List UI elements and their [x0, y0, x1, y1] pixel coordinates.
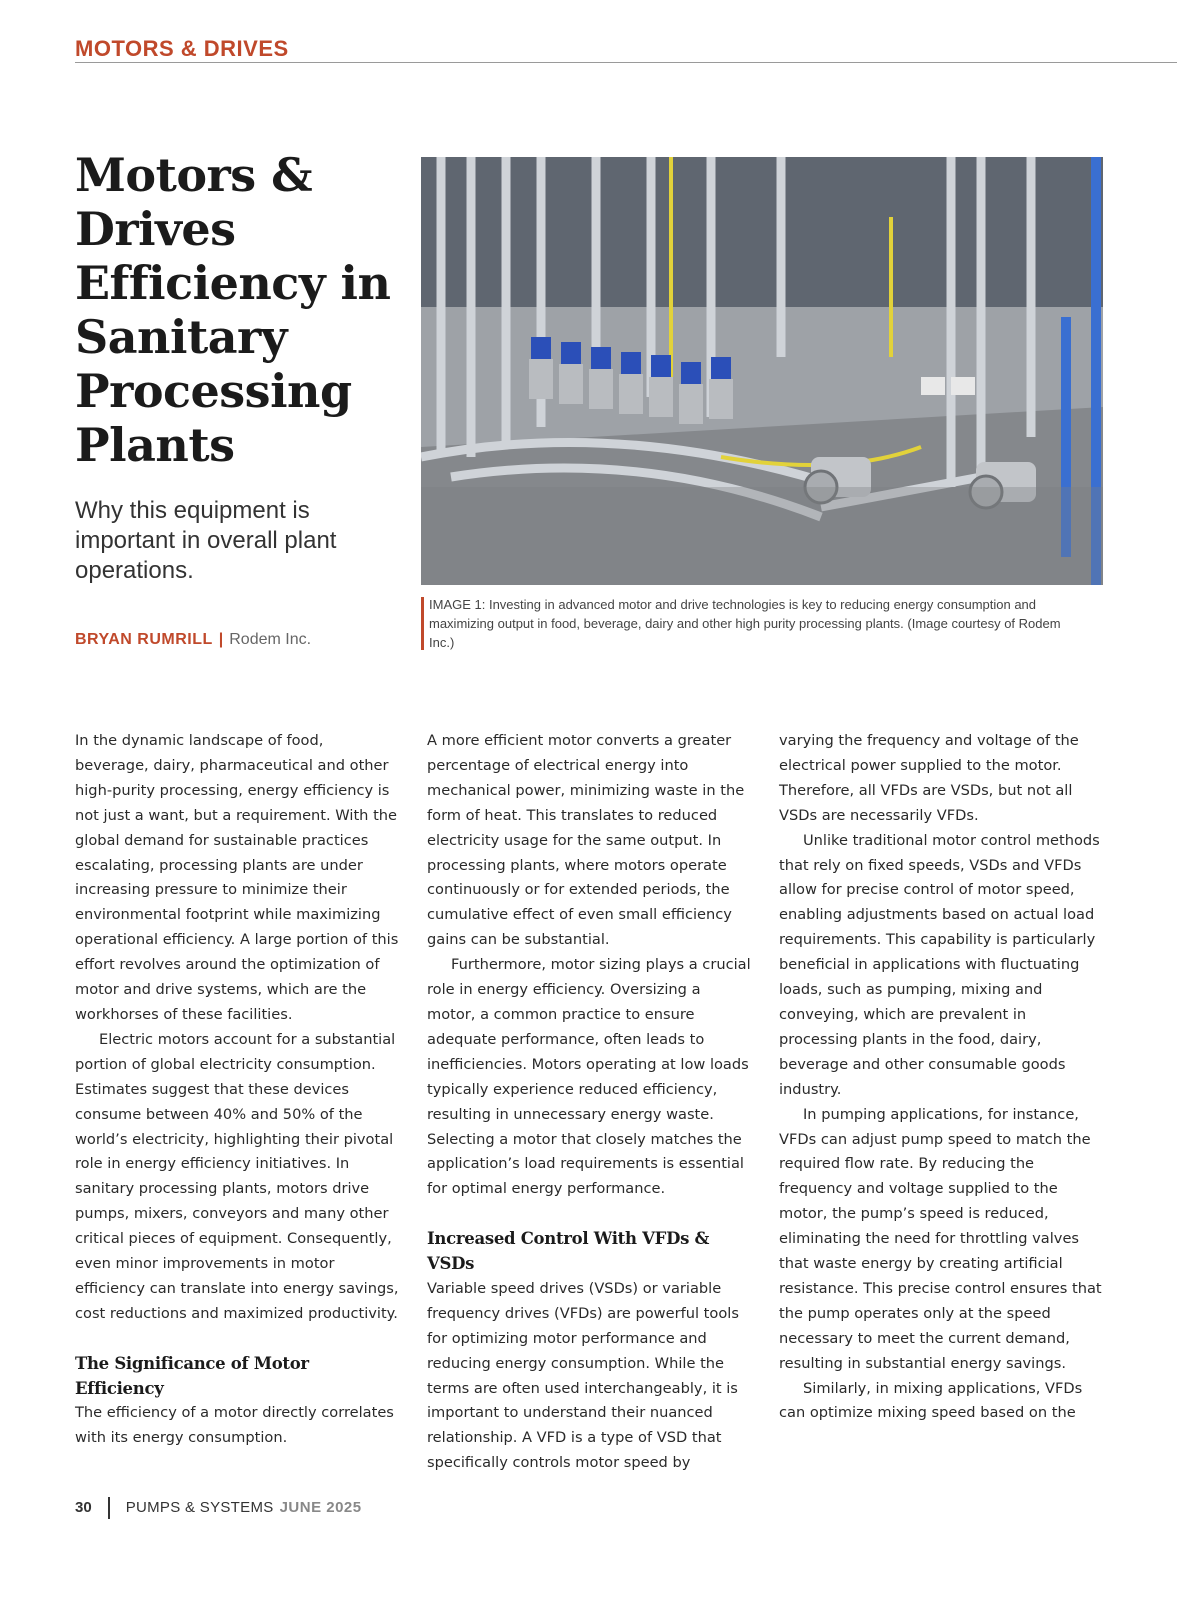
paragraph: Electric motors account for a substantial portion of global electricity consumption. Estimates suggest that these devices consume between 40% and 50% of the world’s electricity, highlighting their pivotal role in energy efficiency initiatives. In sanitary processing plants, motors drive pumps, mixers, conveyors and many other critical pieces of equipment. Consequently, even minor improvements in motor efficiency can translate into energy savings, cost reductions and maximized productivity. [75, 1030, 399, 1322]
header-rule [75, 62, 1177, 63]
author-organization: Rodem Inc. [229, 631, 312, 648]
article-title: Motors & Drives Efficiency in Sanitary Processing Plants [75, 148, 391, 472]
processing-plant-illustration [421, 157, 1103, 585]
text-column-2 [427, 729, 752, 1476]
paragraph: Similarly, in mixing applications, VFDs can optimize mixing speed based on the [779, 1379, 1083, 1422]
issue-date: JUNE 2025 [279, 1499, 362, 1516]
article-photo [421, 157, 1103, 585]
paragraph: In the dynamic landscape of food, beverage, dairy, pharmaceutical and other high-purity processing, energy efficiency is not just a want, but a requirement. With the global demand for sustainable practices escalating, processing plants are under increasing pressure to minimize their environmental footprint while maximizing operational efficiency. A large portion of this effort revolves around the optimization of motor and drive systems, which are the workhorses of these facilities. [75, 732, 399, 1023]
byline [75, 630, 311, 650]
page-footer [75, 1497, 362, 1519]
text-column-1 [75, 729, 400, 1451]
byline-separator: | [218, 631, 224, 648]
section-label: MOTORS & DRIVES [75, 36, 289, 61]
paragraph: In pumping applications, for instance, VFDs can adjust pump speed to match the required flow rate. By reducing the frequency and voltage supplied to the motor, the pump’s speed is reduced, eliminating the need for throttling valves that waste energy by creating artificial resistance. This precise control ensures that the pump operates only at the speed necessary to meet the current demand, resulting in substantial energy savings. [779, 1105, 1102, 1372]
subheading-motor-efficiency: The Significance of Motor Efficiency [75, 1353, 309, 1398]
caption-accent-bar [421, 597, 424, 650]
subheading-vfds-vsds: Increased Control With VFDs & VSDs [427, 1229, 710, 1274]
author-name: BRYAN RUMRILL [75, 631, 213, 648]
footer-divider [108, 1497, 110, 1519]
image-caption: IMAGE 1: Investing in advanced motor and drive technologies is key to reducing energy consumption and maximizing output in food, beverage, dairy and other high purity processing plants. (Image courtesy of Rodem Inc.) [429, 597, 1061, 650]
article-subtitle: Why this equipment is important in overall plant operations. [75, 497, 337, 584]
paragraph: A more efficient motor converts a greater percentage of electrical energy into mechanical power, minimizing waste in the form of heat. This translates to reduced electricity usage for the same output. In processing plants, where motors operate continuously or for extended periods, the cumulative effect of even small efficiency gains can be substantial. [427, 732, 745, 949]
paragraph: Furthermore, motor sizing plays a crucial role in energy efficiency. Oversizing a motor, a common practice to ensure adequate performance, often leads to inefficiencies. Motors operating at low loads typically experience reduced efficiency, resulting in unnecessary energy waste. Selecting a motor that closely matches the application’s load requirements is essential for optimal energy performance. [427, 956, 751, 1198]
paragraph: Variable speed drives (VSDs) or variable frequency drives (VFDs) are powerful tools for optimizing motor performance and reducing energy consumption. While the terms are often used interchangeably, it is important to understand their nuanced relationship. A VFD is a type of VSD that specifically controls motor speed by [427, 1279, 739, 1472]
paragraph: Unlike traditional motor control methods that rely on fixed speeds, VSDs and VFDs allow for precise control of motor speed, enabling adjustments based on actual load requirements. This capability is particularly beneficial in applications with fluctuating loads, such as pumping, mixing and conveying, which are prevalent in processing plants in the food, dairy, beverage and other consumable goods industry. [779, 831, 1100, 1098]
text-column-3 [779, 729, 1104, 1426]
paragraph: The efficiency of a motor directly correlates with its energy consumption. [75, 1404, 394, 1447]
publication-name: PUMPS & SYSTEMS [125, 1499, 274, 1516]
paragraph: varying the frequency and voltage of the electrical power supplied to the motor. Therefore, all VFDs are VSDs, but not all VSDs are necessarily VFDs. [779, 732, 1079, 824]
page-number: 30 [75, 1499, 92, 1516]
